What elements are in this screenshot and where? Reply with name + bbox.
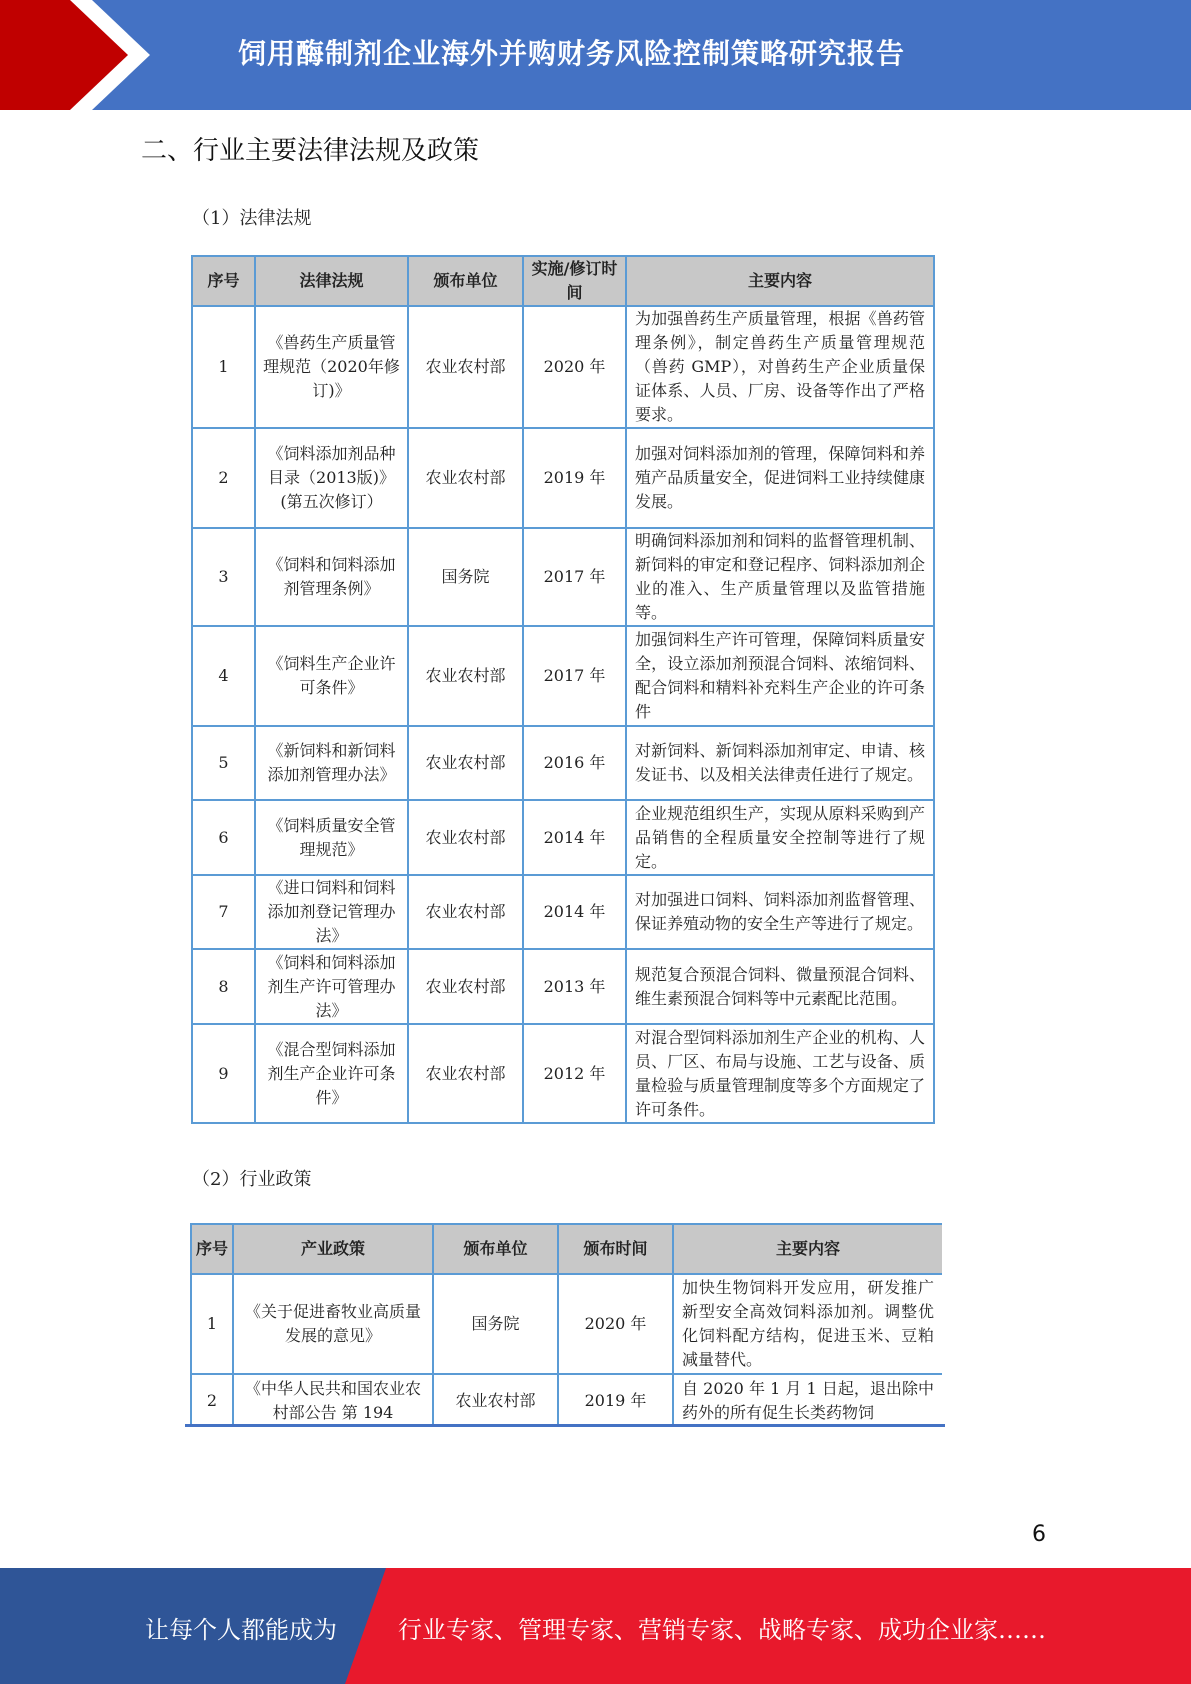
cell-content: 加快生物饲料开发应用，研发推广新型安全高效饲料添加剂。调整优化饲料配方结构，促进玉米、豆粕减量替代。 [673,1274,942,1374]
table-row [192,1024,934,1123]
header-cell-law: 法律法规 [255,256,408,306]
cell-issuer: 农业农村部 [408,626,523,726]
cell-index: 4 [192,626,255,726]
cell-date: 2020 年 [523,306,626,428]
cell-index: 6 [192,800,255,875]
cell-policy: 《中华人民共和国农业农村部公告 第 194 [233,1374,433,1426]
cell-issuer: 农业农村部 [408,800,523,875]
header-cell-content: 主要内容 [673,1224,942,1274]
cell-date: 2020 年 [558,1274,673,1374]
header-arrow-decoration [0,0,150,110]
cell-law: 《混合型饲料添加剂生产企业许可条件》 [255,1024,408,1123]
table-header-row [191,1224,942,1274]
table-row [192,428,934,528]
cell-issuer: 国务院 [408,528,523,626]
cell-content: 自 2020 年 1 月 1 日起，退出除中药外的所有促生长类药物饲 [673,1374,942,1426]
cell-date: 2017 年 [523,626,626,726]
footer-slogan-right: 行业专家、管理专家、营销专家、战略专家、成功企业家…… [398,1616,1046,1644]
cell-date: 2014 年 [523,800,626,875]
header-cell-policy: 产业政策 [233,1224,433,1274]
cell-issuer: 农业农村部 [408,428,523,528]
cell-content: 对混合型饲料添加剂生产企业的机构、人员、厂区、布局与设施、工艺与设备、质量检验与质量管理制度等多个方面规定了许可条件。 [626,1024,934,1123]
cell-content: 加强对饲料添加剂的管理，保障饲料和养殖产品质量安全，促进饲料工业持续健康发展。 [626,428,934,528]
cell-index: 9 [192,1024,255,1123]
section-title: 二、行业主要法律法规及政策 [141,136,480,166]
cell-law: 《饲料和饲料添加剂管理条例》 [255,528,408,626]
header-cell-issuer: 颁布单位 [433,1224,558,1274]
cell-index: 8 [192,949,255,1024]
cell-issuer: 农业农村部 [408,875,523,949]
header-cell-content: 主要内容 [626,256,934,306]
cell-law: 《饲料质量安全管理规范》 [255,800,408,875]
header-cell-index: 序号 [192,256,255,306]
cell-policy: 《关于促进畜牧业高质量发展的意见》 [233,1274,433,1374]
cell-date: 2014 年 [523,875,626,949]
table1-caption: （1）法律法规 [192,208,312,229]
cell-issuer: 国务院 [433,1274,558,1374]
cell-index: 2 [192,428,255,528]
cell-content: 加强饲料生产许可管理，保障饲料质量安全，设立添加剂预混合饲料、浓缩饲料、配合饲料和精料补充料生产企业的许可条件 [626,626,934,726]
table-row [191,1374,942,1426]
laws-table [191,255,935,1124]
cell-date: 2013 年 [523,949,626,1024]
cell-content: 为加强兽药生产质量管理，根据《兽药管理条例》，制定兽药生产质量管理规范（兽药 GMP），对兽药生产企业质量保证体系、人员、厂房、设备等作出了严格要求。 [626,306,934,428]
cell-content: 企业规范组织生产，实现从原料采购到产品销售的全程质量安全控制等进行了规定。 [626,800,934,875]
cell-content: 对加强进口饲料、饲料添加剂监督管理、保证养殖动物的安全生产等进行了规定。 [626,875,934,949]
table-row [191,1274,942,1374]
header-cell-date: 颁布时间 [558,1224,673,1274]
cell-issuer: 农业农村部 [408,1024,523,1123]
cell-index: 2 [191,1374,233,1426]
cell-law: 《兽药生产质量管理规范（2020年修订)》 [255,306,408,428]
policy-table-viewport [190,1223,942,1426]
cell-index: 3 [192,528,255,626]
cell-date: 2019 年 [523,428,626,528]
table2-caption: （2）行业政策 [192,1169,312,1190]
table-row [192,626,934,726]
header-cell-index: 序号 [191,1224,233,1274]
page-header [0,0,1191,110]
cell-date: 2012 年 [523,1024,626,1123]
cell-law: 《饲料添加剂品种目录（2013版)》(第五次修订） [255,428,408,528]
cell-index: 1 [192,306,255,428]
table-cutoff-line [185,1424,945,1427]
table-row [192,949,934,1024]
table-row [192,528,934,626]
table-row [192,875,934,949]
cell-law: 《新饲料和新饲料添加剂管理办法》 [255,726,408,800]
page-footer [0,1568,1191,1684]
cell-date: 2016 年 [523,726,626,800]
page-number: 6 [1032,1522,1046,1547]
cell-content: 对新饲料、新饲料添加剂审定、申请、核发证书、以及相关法律责任进行了规定。 [626,726,934,800]
table-row [192,726,934,800]
table-header-row [192,256,934,306]
cell-issuer: 农业农村部 [433,1374,558,1426]
footer-slogan-left: 让每个人都能成为 [145,1616,337,1644]
cell-content: 明确饲料添加剂和饲料的监督管理机制、新饲料的审定和登记程序、饲料添加剂企业的准入、生产质量管理以及监管措施等。 [626,528,934,626]
header-cell-issuer: 颁布单位 [408,256,523,306]
cell-index: 5 [192,726,255,800]
cell-content: 规范复合预混合饲料、微量预混合饲料、维生素预混合饲料等中元素配比范围。 [626,949,934,1024]
cell-index: 1 [191,1274,233,1374]
cell-law: 《饲料生产企业许可条件》 [255,626,408,726]
cell-issuer: 农业农村部 [408,949,523,1024]
cell-date: 2019 年 [558,1374,673,1426]
cell-law: 《饲料和饲料添加剂生产许可管理办法》 [255,949,408,1024]
cell-issuer: 农业农村部 [408,726,523,800]
table-row [192,800,934,875]
policy-table [190,1223,942,1426]
header-cell-date: 实施/修订时间 [523,256,626,306]
cell-index: 7 [192,875,255,949]
report-title: 饲用酶制剂企业海外并购财务风险控制策略研究报告 [238,37,906,70]
table-row [192,306,934,428]
cell-date: 2017 年 [523,528,626,626]
cell-issuer: 农业农村部 [408,306,523,428]
cell-law: 《进口饲料和饲料添加剂登记管理办法》 [255,875,408,949]
